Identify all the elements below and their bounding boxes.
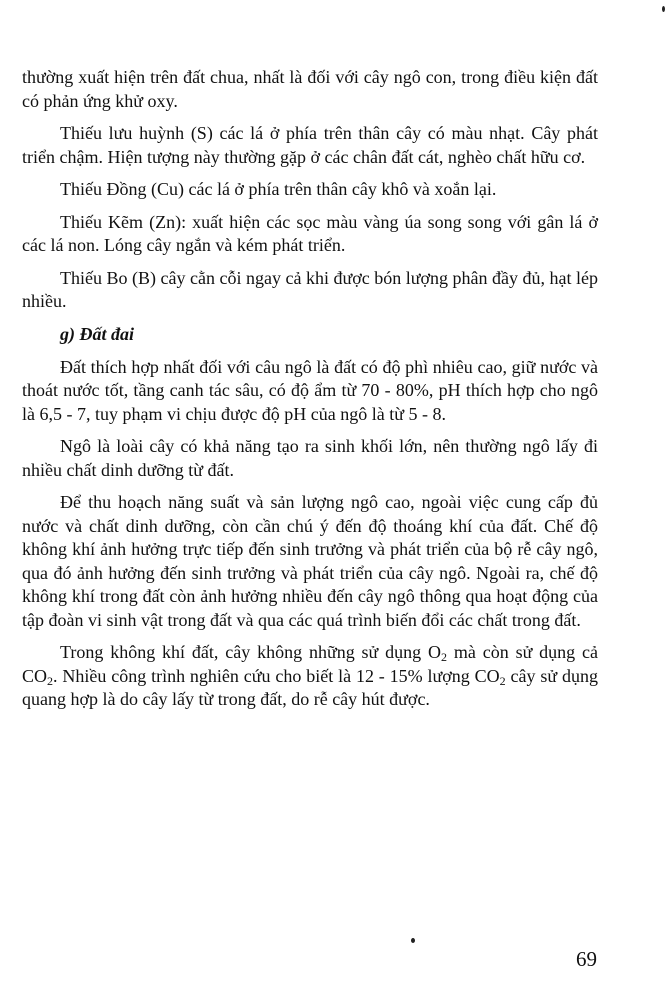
paragraph-sulfur: Thiếu lưu huỳnh (S) các lá ở phía trên thân cây có màu nhạt. Cây phát triển chậm. Hiện tượng này thường gặp ở các chân đất cát, nghèo chất hữu cơ. xyxy=(22,123,598,167)
subscript-o2: 2 xyxy=(441,650,448,664)
soil-air-text-b: mà còn sử dụng cả CO xyxy=(22,642,599,686)
paragraph-soil-air xyxy=(22,641,598,712)
page-number: 69 xyxy=(576,947,597,971)
subscript-co2-first: 2 xyxy=(47,673,54,688)
soil-air-text-a: Trong không khí đất, cây không những sử dụng O xyxy=(60,642,442,662)
soil-air-text-c: . Nhiều công trình nghiên cứu cho biết là 12 - 15% lượng CO xyxy=(53,665,500,686)
paragraph-biomass: Ngô là loài cây có khả năng tạo ra sinh khối lớn, nên thường ngô lấy đi nhiều chất dinh dưỡng từ đất. xyxy=(22,436,598,480)
paragraph-zinc: Thiếu Kẽm (Zn): xuất hiện các sọc màu vàng úa song song với gân lá ở các lá non. Lóng cây ngắn và kém phát triển. xyxy=(22,211,598,255)
page-body xyxy=(22,66,598,721)
paragraph-copper: Thiếu Đồng (Cu) các lá ở phía trên thân cây khô và xoắn lại. xyxy=(60,179,497,199)
paragraph-boron: Thiếu Bo (B) cây cằn cỗi ngay cả khi được bón lượng phân đầy đủ, hạt lép nhiều. xyxy=(22,267,598,311)
section-heading: g) Đất đai xyxy=(60,323,134,344)
paragraph-soil-suitability: Đất thích hợp nhất đối với câu ngô là đất có độ phì nhiêu cao, giữ nước và thoát nước tốt, tầng canh tác sâu, có độ ẩm từ 70 - 80%, pH thích hợp cho ngô là 6,5 - 7, tuy phạm vi chịu được độ pH của ngô là từ 5 - 8. xyxy=(22,356,598,424)
soil-air-text-d: cây sử dụng quang hợp là do cây lấy từ trong đất, do rễ cây hút được. xyxy=(22,665,598,709)
paragraph-aeration: Để thu hoạch năng suất và sản lượng ngô cao, ngoài việc cung cấp đủ nước và chất dinh dưỡng, còn cần chú ý đến độ thoáng khí của đất. Chế độ không khí ảnh hưởng trực tiếp đến sinh trưởng và phát triển của bộ rễ cây ngô, qua đó ảnh hưởng đến sinh trưởng và phát triển của cây ngô. Ngoài ra, chế độ không khí trong đất còn ảnh hưởng nhiều đến cây ngô thông qua hoạt động của tập đoàn vi sinh vật trong đất và qua các quá trình biến đổi các chất trong đất. xyxy=(22,492,598,630)
subscript-co2-second: 2 xyxy=(499,673,506,688)
scan-speck xyxy=(662,6,665,12)
scan-speck xyxy=(411,938,415,943)
paragraph-continuation: thường xuất hiện trên đất chua, nhất là đối với cây ngô con, trong điều kiện đất có phản ứng khử oxy. xyxy=(22,67,598,111)
